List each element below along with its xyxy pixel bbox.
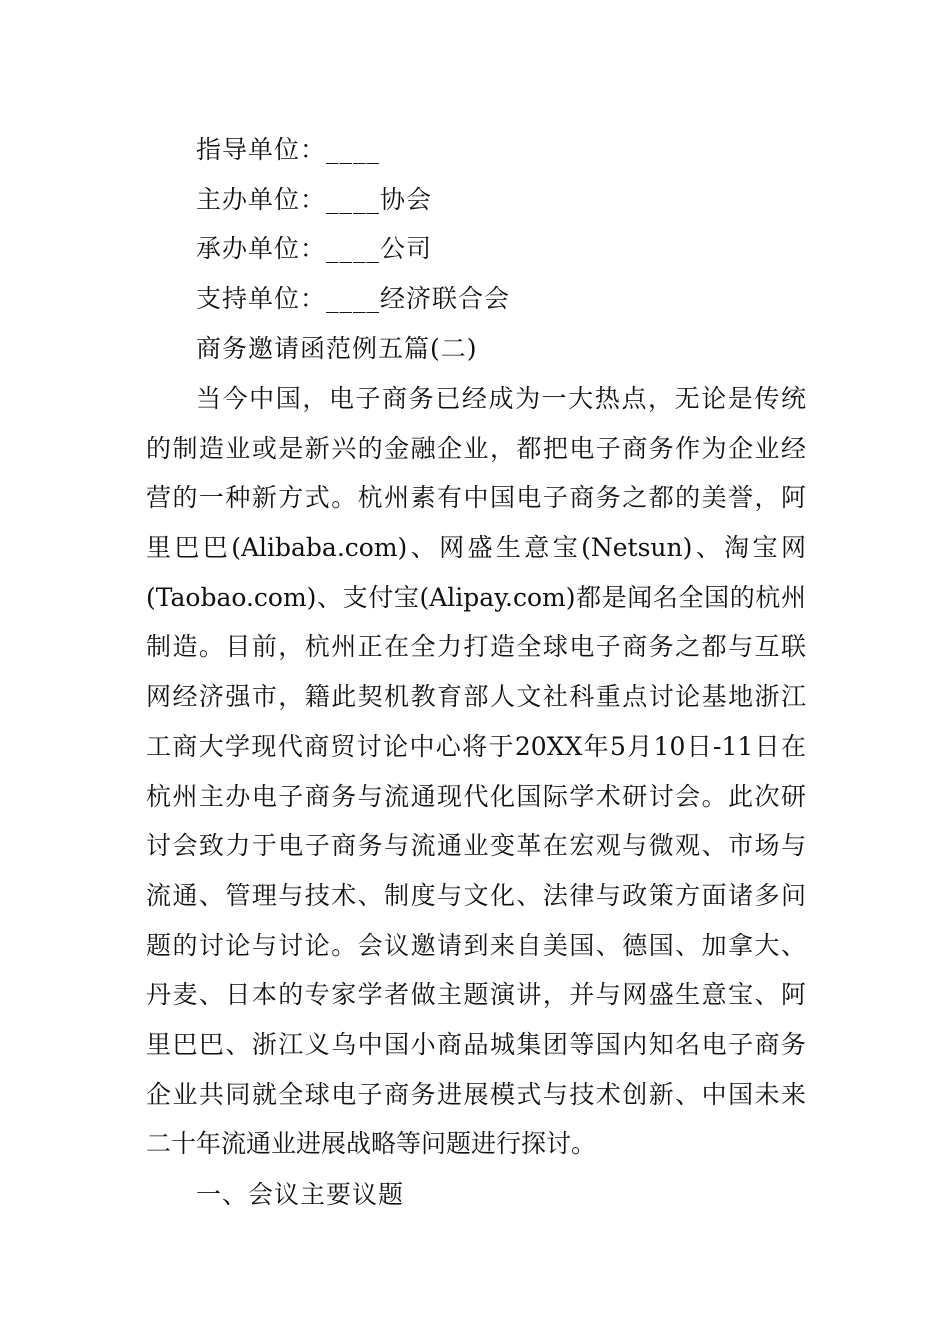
paragraph-line: 丹麦、日本的专家学者做主题演讲，并与网盛生意宝、阿 — [146, 980, 806, 1009]
paragraph-line: 里巴巴(Alibaba.com)、网盛生意宝(Netsun)、淘宝网 — [146, 533, 806, 562]
paragraph-line: 杭州主办电子商务与流通现代化国际学术研讨会。此次研 — [146, 782, 806, 811]
paragraph-line: 里巴巴、浙江义乌中国小商品城集团等国内知名电子商务 — [146, 1030, 806, 1059]
paragraph-line: (Taobao.com)、支付宝(Alipay.com)都是闻名全国的杭州 — [146, 583, 806, 612]
section-title: 商务邀请函范例五篇(二) — [196, 334, 478, 363]
guiding-unit-line: 指导单位：____ — [196, 135, 381, 164]
paragraph-line: 制造。目前，杭州正在全力打造全球电子商务之都与互联 — [146, 632, 806, 661]
paragraph-line: 的制造业或是新兴的金融企业，都把电子商务作为企业经 — [146, 434, 806, 463]
paragraph-line: 流通、管理与技术、制度与文化、法律与政策方面诸多问 — [146, 881, 806, 910]
subheading: 一、会议主要议题 — [196, 1180, 405, 1209]
paragraph-line: 营的一种新方式。杭州素有中国电子商务之都的美誉，阿 — [146, 483, 806, 512]
paragraph-line: 讨会致力于电子商务与流通业变革在宏观与微观、市场与 — [146, 831, 806, 860]
paragraph-line: 工商大学现代商贸讨论中心将于20XX年5月10日-11日在 — [146, 732, 806, 761]
paragraph-line: 二十年流通业进展战略等问题进行探讨。 — [146, 1129, 597, 1158]
organizer-line: 主办单位：____协会 — [196, 185, 433, 214]
paragraph-line: 企业共同就全球电子商务进展模式与技术创新、中国未来 — [146, 1080, 806, 1109]
undertaker-line: 承办单位：____公司 — [196, 234, 433, 263]
paragraph-line: 当今中国，电子商务已经成为一大热点，无论是传统 — [196, 384, 806, 413]
supporter-line: 支持单位：____经济联合会 — [196, 284, 511, 313]
paragraph-line: 网经济强市，籍此契机教育部人文社科重点讨论基地浙江 — [146, 682, 806, 711]
paragraph-line: 题的讨论与讨论。会议邀请到来自美国、德国、加拿大、 — [146, 931, 806, 960]
